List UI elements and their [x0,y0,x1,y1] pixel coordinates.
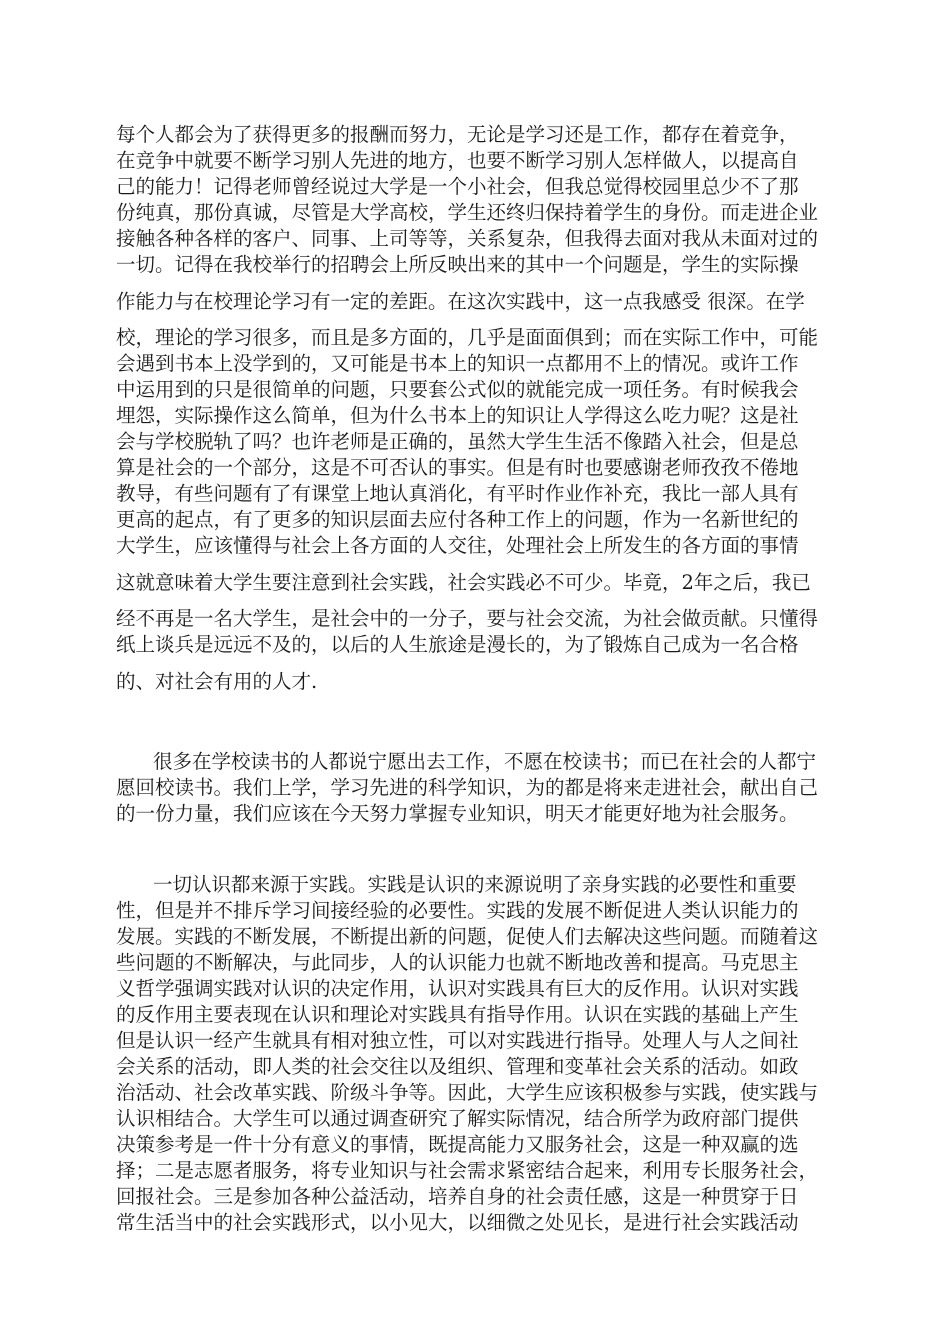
paragraph-3-line-5: 义哲学强调实践对认识的决定作用，认识对实践具有巨大的反作用。认识对实践 [116,977,799,1000]
paragraph-1-line-15: 更高的起点，有了更多的知识层面去应付各种工作上的问题，作为一名新世纪的 [116,508,799,531]
paragraph-1-line-18: 经不再是一名大学生，是社会中的一分子，要与社会交流，为社会做贡献。只懂得 [116,607,819,630]
paragraph-1-line-14: 教导，有些问题有了有课堂上地认真消化，有平时作业作补充，我比一部人具有 [116,482,799,505]
paragraph-3-line-2: 性，但是并不排斥学习间接经验的必要性。实践的发展不断促进人类认识能力的 [116,899,799,922]
paragraph-1-line-9: 会遇到书本上没学到的，又可能是书本上的知识一点都用不上的情况。或许工作 [116,352,799,375]
paragraph-2-line-2: 愿回校读书。我们上学，学习先进的科学知识，为的都是将来走进社会，献出自己 [116,776,819,799]
paragraph-1-line-19: 纸上谈兵是远远不及的，以后的人生旅途是漫长的，为了锻炼自己成为一名合格 [116,633,799,656]
paragraph-3-line-4: 些问题的不断解决，与此同步，人的认识能力也就不断地改善和提高。马克思主 [116,951,799,974]
paragraph-1-line-1: 每个人都会为了获得更多的报酬而努力，无论是学习还是工作，都存在着竞争， [116,123,799,146]
paragraph-3-line-10: 认识相结合。大学生可以通过调查研究了解实际情况，结合所学为政府部门提供 [116,1107,799,1130]
paragraph-1-line-6: 一切。记得在我校举行的招聘会上所反映出来的其中一个问题是，学生的实际操 [116,253,799,276]
paragraph-1-line-12: 会与学校脱轨了吗？也许老师是正确的，虽然大学生生活不像踏入社会，但是总 [116,430,799,453]
paragraph-1-line-20: 的、对社会有用的人才. [116,670,318,693]
paragraph-3-line-8: 会关系的活动，即人类的社会交往以及组织、管理和变革社会关系的活动。如政 [116,1055,799,1078]
paragraph-1-line-2: 在竞争中就要不断学习别人先进的地方，也要不断学习别人怎样做人，以提高自 [116,149,799,172]
paragraph-2-line-3: 的一份力量，我们应该在今天努力掌握专业知识，明天才能更好地为社会服务。 [116,802,799,825]
paragraph-1-line-3: 己的能力！记得老师曾经说过大学是一个小社会，但我总觉得校园里总少不了那 [116,175,799,198]
paragraph-1-line-11: 埋怨，实际操作这么简单，但为什么书本上的知识让人学得这么吃力呢？这是社 [116,404,799,427]
paragraph-1-line-17: 这就意味着大学生要注意到社会实践，社会实践必不可少。毕竟，2年之后，我已 [116,571,811,594]
paragraph-3-line-7: 但是认识一经产生就具有相对独立性，可以对实践进行指导。处理人与人之间社 [116,1029,799,1052]
paragraph-1-line-16: 大学生，应该懂得与社会上各方面的人交往，处理社会上所发生的各方面的事情 [116,534,799,557]
paragraph-3-line-9: 治活动、社会改革实践、阶级斗争等。因此，大学生应该积极参与实践，使实践与 [116,1081,819,1104]
paragraph-1-line-7: 作能力与在校理论学习有一定的差距。在这次实践中，这一点我感受 很深。在学 [116,290,805,313]
paragraph-3-line-14: 常生活当中的社会实践形式，以小见大，以细微之处见长，是进行社会实践活动 [116,1211,799,1234]
paragraph-3-line-11: 决策参考是一件十分有意义的事情，既提高能力又服务社会，这是一种双赢的选 [116,1133,799,1156]
paragraph-3-line-13: 回报社会。三是参加各种公益活动，培养自身的社会责任感，这是一种贯穿于日 [116,1185,799,1208]
paragraph-3-line-1: 一切认识都来源于实践。实践是认识的来源说明了亲身实践的必要性和重要 [153,873,797,896]
paragraph-3-line-3: 发展。实践的不断发展，不断提出新的问题，促使人们去解决这些问题。而随着这 [116,925,819,948]
paragraph-3-line-6: 的反作用主要表现在认识和理论对实践具有指导作用。认识在实践的基础上产生 [116,1003,799,1026]
paragraph-1-line-5: 接触各种各样的客户、同事、上司等等，关系复杂，但我得去面对我从未面对过的 [116,227,819,250]
paragraph-1-line-4: 份纯真，那份真诚，尽管是大学高校，学生还终归保持着学生的身份。而走进企业 [116,201,819,224]
paragraph-1-line-8: 校，理论的学习很多，而且是多方面的，几乎是面面俱到；而在实际工作中，可能 [116,326,819,349]
paragraph-1-line-13: 算是社会的一个部分，这是不可否认的事实。但是有时也要感谢老师孜孜不倦地 [116,456,799,479]
paragraph-1-line-10: 中运用到的只是很简单的问题，只要套公式似的就能完成一项任务。有时候我会 [116,378,799,401]
paragraph-2-line-1: 很多在学校读书的人都说宁愿出去工作，不愿在校读书；而已在社会的人都宁 [153,750,817,773]
paragraph-3-line-12: 择；二是志愿者服务，将专业知识与社会需求紧密结合起来，利用专长服务社会， [116,1159,819,1182]
